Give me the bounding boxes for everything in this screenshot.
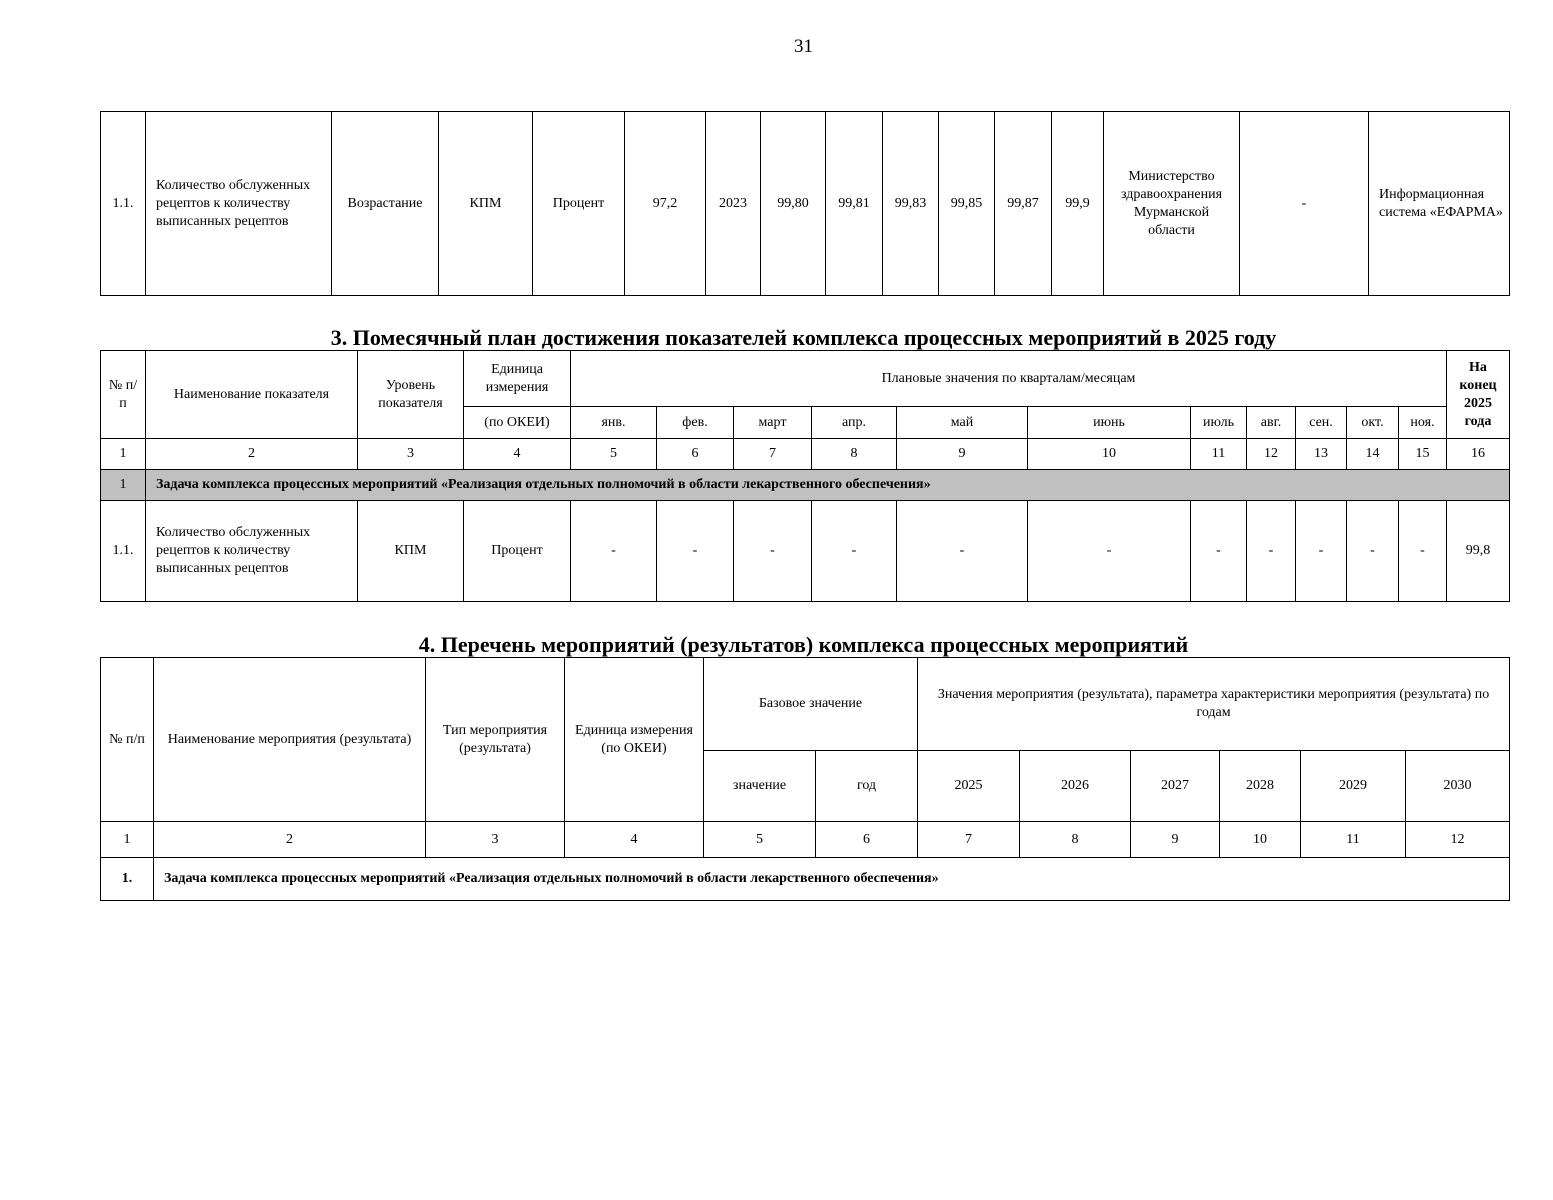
indicator-name: Количество обслуженных рецептов к количеству выписанных рецептов: [146, 112, 332, 296]
header-month: фев.: [657, 407, 734, 439]
task-title: Задача комплекса процессных мероприятий «Реализация отдельных полномочий в области лекарственного обеспечения»: [154, 858, 1510, 901]
column-number: 7: [918, 822, 1020, 858]
indicator-direction: Возрастание: [332, 112, 439, 296]
header-year: 2029: [1301, 751, 1406, 822]
header-base-value: значение: [704, 751, 816, 822]
header-unit-code: (по ОКЕИ): [464, 407, 571, 439]
row-number: 1.1.: [101, 112, 146, 296]
column-number: 16: [1447, 439, 1510, 470]
task-number: 1: [101, 470, 146, 501]
base-year: 2023: [706, 112, 761, 296]
task-row: [101, 858, 1510, 901]
section-3-title: 3. Помесячный план достижения показателей комплекса процессных мероприятий в 2025 году: [330, 325, 1277, 350]
indicators-table-continuation: [100, 111, 1510, 296]
header-plan: Плановые значения по кварталам/месяцам: [571, 351, 1447, 407]
column-number: 7: [734, 439, 812, 470]
column-number: 4: [464, 439, 571, 470]
header-end-of-year: На конец 2025 года: [1447, 351, 1510, 439]
column-number: 3: [426, 822, 565, 858]
value-cell: 99,83: [883, 112, 939, 296]
column-number: 8: [812, 439, 897, 470]
header-month: янв.: [571, 407, 657, 439]
column-number: 5: [571, 439, 657, 470]
header-type: Тип мероприятия (результата): [426, 658, 565, 822]
column-number: 10: [1028, 439, 1191, 470]
table-row: [101, 112, 1510, 296]
header-name: Наименование показателя: [146, 351, 358, 439]
column-number: 1: [101, 822, 154, 858]
column-number: 9: [1131, 822, 1220, 858]
month-value: -: [1247, 501, 1296, 602]
task-title: Задача комплекса процессных мероприятий «Реализация отдельных полномочий в области лекарственного обеспечения»: [146, 470, 1510, 501]
month-value: -: [1191, 501, 1247, 602]
indicator-level: КПМ: [439, 112, 533, 296]
section-4-title: 4. Перечень мероприятий (результатов) комплекса процессных мероприятий: [418, 632, 1189, 657]
header-year: 2026: [1020, 751, 1131, 822]
month-value: -: [1028, 501, 1191, 602]
column-numbers-row: [101, 822, 1510, 858]
column-number: 11: [1191, 439, 1247, 470]
month-value: -: [571, 501, 657, 602]
table-row: [101, 501, 1510, 602]
header-month: июнь: [1028, 407, 1191, 439]
header-year: 2028: [1220, 751, 1301, 822]
header-base: Базовое значение: [704, 658, 918, 751]
column-number: 1: [101, 439, 146, 470]
value-cell: 99,85: [939, 112, 995, 296]
row-number: 1.1.: [101, 501, 146, 602]
column-number: 5: [704, 822, 816, 858]
indicator-name: Количество обслуженных рецептов к количеству выписанных рецептов: [146, 501, 358, 602]
header-month: апр.: [812, 407, 897, 439]
header-month: май: [897, 407, 1028, 439]
value-cell: 99,87: [995, 112, 1052, 296]
header-month: март: [734, 407, 812, 439]
header-unit: Единица измерения: [464, 351, 571, 407]
header-year: 2027: [1131, 751, 1220, 822]
month-value: -: [657, 501, 734, 602]
header-month: авг.: [1247, 407, 1296, 439]
task-number: 1.: [101, 858, 154, 901]
header-month: окт.: [1347, 407, 1399, 439]
header-name: Наименование мероприятия (результата): [154, 658, 426, 822]
column-number: 12: [1247, 439, 1296, 470]
activities-table: [100, 657, 1510, 901]
header-base-year: год: [816, 751, 918, 822]
column-number: 4: [565, 822, 704, 858]
column-number: 6: [816, 822, 918, 858]
column-number: 15: [1399, 439, 1447, 470]
column-number: 3: [358, 439, 464, 470]
column-number: 6: [657, 439, 734, 470]
month-value: -: [734, 501, 812, 602]
header-unit: Единица измерения (по ОКЕИ): [565, 658, 704, 822]
value-cell: 99,81: [826, 112, 883, 296]
task-row: [101, 470, 1510, 501]
header-month: сен.: [1296, 407, 1347, 439]
link-cell: -: [1240, 112, 1369, 296]
value-cell: 99,80: [761, 112, 826, 296]
month-value: -: [812, 501, 897, 602]
column-number: 12: [1406, 822, 1510, 858]
header-year: 2025: [918, 751, 1020, 822]
value-cell: 99,9: [1052, 112, 1104, 296]
header-num: № п/п: [101, 658, 154, 822]
base-value: 97,2: [625, 112, 706, 296]
indicator-unit: Процент: [464, 501, 571, 602]
month-value: -: [897, 501, 1028, 602]
column-number: 9: [897, 439, 1028, 470]
column-numbers-row: [101, 439, 1510, 470]
indicator-unit: Процент: [533, 112, 625, 296]
column-number: 13: [1296, 439, 1347, 470]
column-number: 14: [1347, 439, 1399, 470]
month-value: -: [1296, 501, 1347, 602]
header-year: 2030: [1406, 751, 1510, 822]
page-number: 31: [794, 36, 813, 57]
info-system: Информационная система «ЕФАРМА»: [1369, 112, 1510, 296]
column-number: 10: [1220, 822, 1301, 858]
column-number: 2: [154, 822, 426, 858]
column-number: 2: [146, 439, 358, 470]
monthly-plan-table: [100, 350, 1510, 602]
header-month: июль: [1191, 407, 1247, 439]
header-month: ноя.: [1399, 407, 1447, 439]
header-level: Уровень показателя: [358, 351, 464, 439]
column-number: 11: [1301, 822, 1406, 858]
column-number: 8: [1020, 822, 1131, 858]
responsible-body: Министерство здравоохранения Мурманской области: [1104, 112, 1240, 296]
end-of-year-value: 99,8: [1447, 501, 1510, 602]
month-value: -: [1399, 501, 1447, 602]
month-value: -: [1347, 501, 1399, 602]
indicator-level: КПМ: [358, 501, 464, 602]
header-values-by-year: Значения мероприятия (результата), параметра характеристики мероприятия (результата) по годам: [918, 658, 1510, 751]
header-num: № п/п: [101, 351, 146, 439]
